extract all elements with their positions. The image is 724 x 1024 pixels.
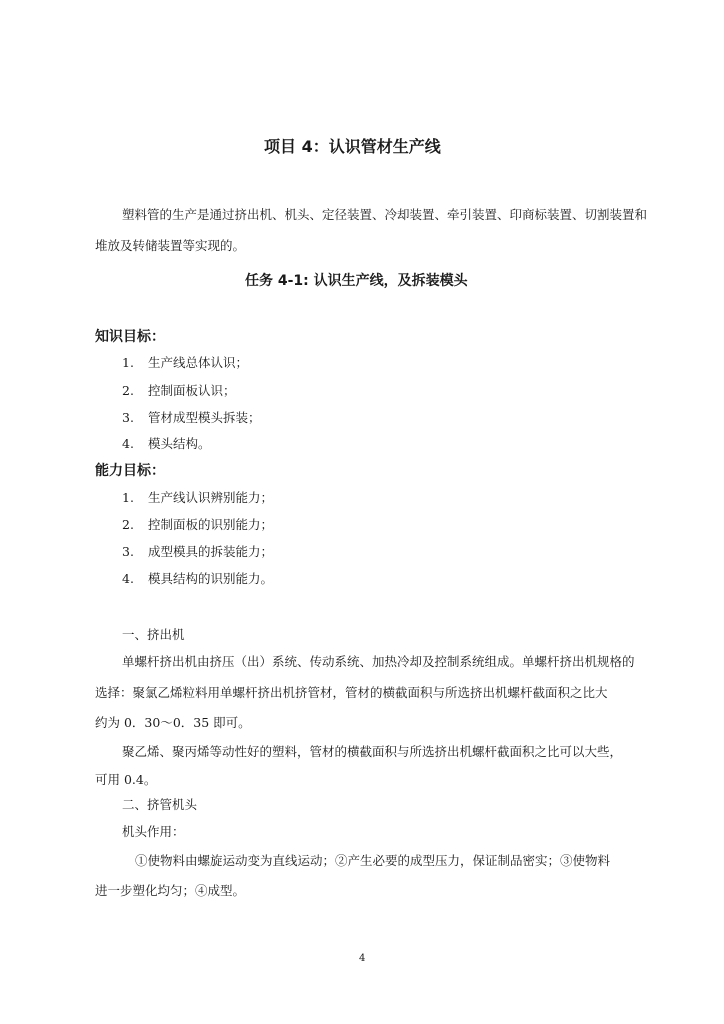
item-number: 4. bbox=[122, 571, 134, 586]
item-number: 1. bbox=[122, 355, 134, 370]
page-number: 4 bbox=[359, 953, 366, 964]
section2-subheading: 机头作用： bbox=[122, 824, 185, 839]
task-title: 任务 4-1: 认识生产线，及拆装模头 bbox=[245, 273, 468, 289]
section1-paragraph1-line: 选择：聚氯乙烯粒料用单螺杆挤出机挤管材，管材的横截面积与所选挤出机螺杆截面积之比大 bbox=[95, 685, 608, 700]
item-text: 模具结构的识别能力。 bbox=[148, 571, 274, 586]
section1-heading: 一、挤出机 bbox=[122, 627, 185, 642]
intro-line-1: 塑料管的生产是通过挤出机、机头、定径装置、冷却装置、牵引装置、印商标装置、切割装置和 bbox=[122, 207, 648, 222]
item-number: 3. bbox=[122, 544, 134, 559]
knowledge-item bbox=[122, 353, 248, 371]
ability-heading: 能力目标： bbox=[95, 463, 165, 479]
item-text: 模头结构。 bbox=[148, 436, 211, 451]
item-text: 管材成型模头拆装； bbox=[148, 410, 261, 425]
item-text: 成型模具的拆装能力； bbox=[148, 544, 274, 559]
item-text: 生产线总体认识； bbox=[148, 355, 249, 370]
ability-item bbox=[122, 542, 273, 560]
item-text: 控制面板的识别能力； bbox=[148, 517, 274, 532]
section1-paragraph1-line: 约为 0．30～0．35 即可。 bbox=[95, 715, 251, 730]
ability-item bbox=[122, 515, 273, 533]
item-number: 2. bbox=[122, 517, 134, 532]
knowledge-item bbox=[122, 381, 236, 399]
section1-paragraph1-line: 单螺杆挤出机由挤压（出）系统、传动系统、加热冷却及控制系统组成。单螺杆挤出机规格的 bbox=[122, 654, 635, 669]
item-number: 4. bbox=[122, 436, 134, 451]
section2-line: ①使物料由螺旋运动变为直线运动；②产生必要的成型压力，保证制品密实；③使物料 bbox=[135, 853, 611, 868]
page-title: 项目 4：认识管材生产线 bbox=[264, 137, 441, 156]
item-number: 1. bbox=[122, 490, 134, 505]
item-number: 3. bbox=[122, 410, 134, 425]
section1-paragraph2-line: 聚乙烯、聚丙烯等动性好的塑料，管材的横截面积与所选挤出机螺杆截面积之比可以大些， bbox=[122, 744, 623, 759]
ability-item bbox=[122, 488, 273, 506]
intro-line-2: 堆放及转储装置等实现的。 bbox=[95, 238, 246, 253]
knowledge-item bbox=[122, 434, 211, 452]
item-text: 控制面板认识； bbox=[148, 383, 236, 398]
knowledge-heading: 知识目标： bbox=[95, 329, 165, 345]
section2-heading: 二、挤管机头 bbox=[122, 797, 198, 812]
knowledge-item bbox=[122, 408, 261, 426]
section1-paragraph2-line: 可用 0.4。 bbox=[95, 772, 157, 787]
item-number: 2. bbox=[122, 383, 134, 398]
ability-item bbox=[122, 569, 273, 587]
item-text: 生产线认识辨别能力； bbox=[148, 490, 274, 505]
section2-line: 进一步塑化均匀；④成型。 bbox=[95, 883, 246, 898]
